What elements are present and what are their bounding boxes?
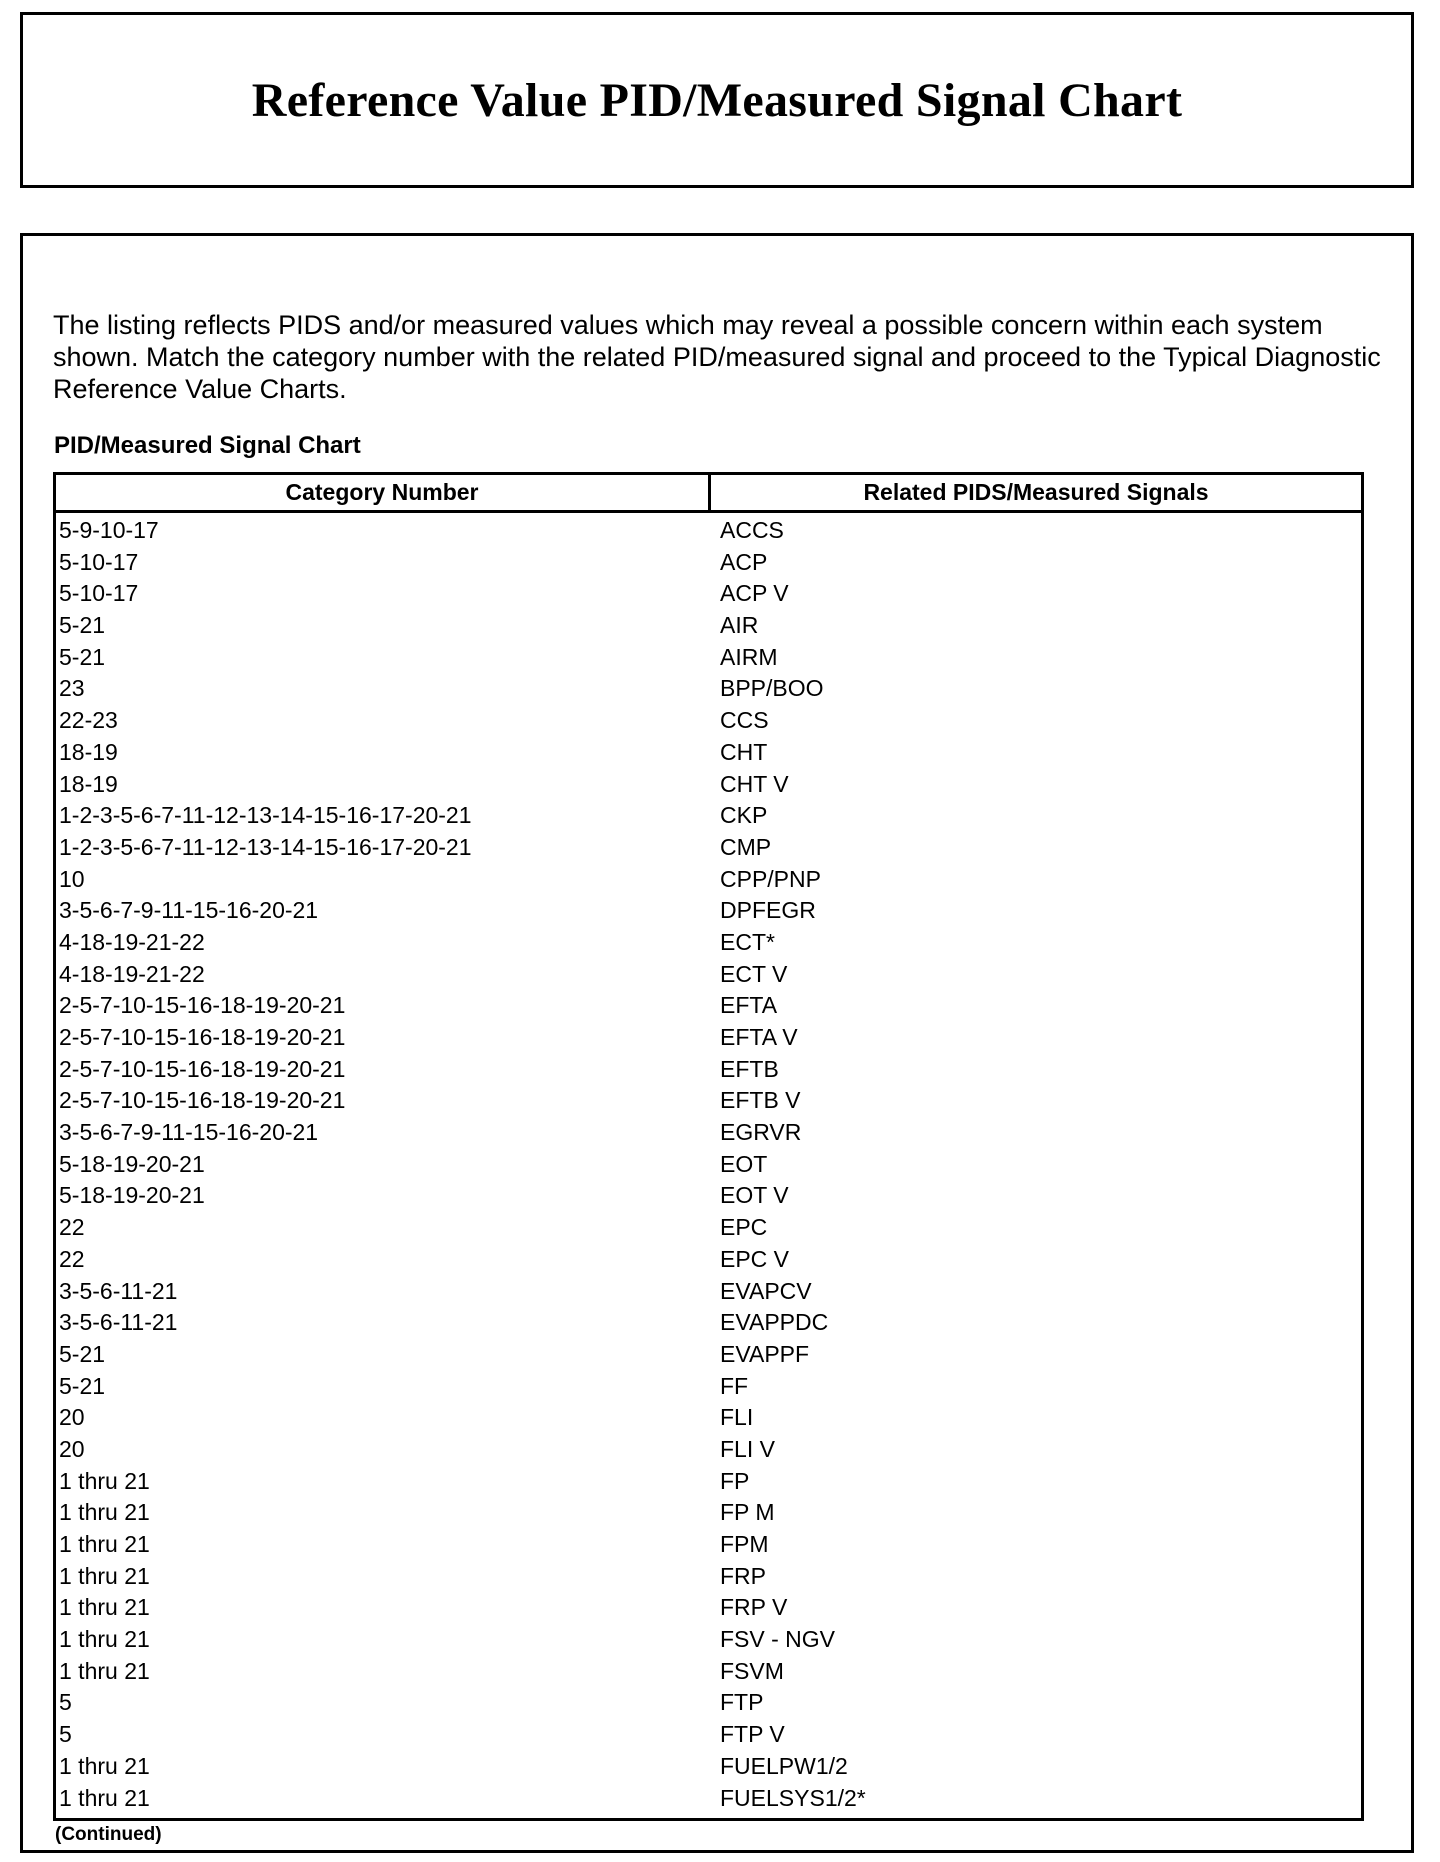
category-number-cell: 2-5-7-10-15-16-18-19-20-21 bbox=[59, 1055, 346, 1082]
table-row bbox=[56, 610, 1361, 642]
table-row bbox=[56, 1180, 1361, 1212]
table-row bbox=[56, 1402, 1361, 1434]
category-number-cell: 5-21 bbox=[59, 612, 106, 639]
table-row bbox=[56, 990, 1361, 1022]
table-row bbox=[56, 1434, 1361, 1466]
related-signal-cell: CMP bbox=[720, 833, 772, 860]
related-signal-cell: FRP V bbox=[720, 1594, 788, 1621]
table-row bbox=[56, 927, 1361, 959]
category-number-cell: 3-5-6-11-21 bbox=[59, 1309, 178, 1336]
related-signal-cell: FSVM bbox=[720, 1657, 784, 1684]
related-signal-cell: EGRVR bbox=[720, 1119, 802, 1146]
category-number-cell: 5-10-17 bbox=[59, 580, 139, 607]
header-related-pids: Related PIDS/Measured Signals bbox=[863, 479, 1209, 505]
category-number-cell: 5 bbox=[59, 1721, 72, 1748]
intro-paragraph: The listing reflects PIDS and/or measured values which may reveal a possible concern within each system shown. Match the category number with the related PID/measured signal and proceed to the Typical Diagnostic Reference Value Charts. bbox=[53, 310, 1381, 404]
related-signal-cell: EPC bbox=[720, 1214, 768, 1241]
category-number-cell: 1 thru 21 bbox=[59, 1467, 150, 1494]
table-row bbox=[56, 705, 1361, 737]
table-row bbox=[56, 578, 1361, 610]
related-signal-cell: ACP V bbox=[720, 580, 789, 607]
table-row bbox=[56, 1371, 1361, 1403]
related-signal-cell: CPP/PNP bbox=[720, 865, 821, 892]
table-row bbox=[56, 547, 1361, 579]
table-row bbox=[56, 832, 1361, 864]
related-signal-cell: FTP bbox=[720, 1689, 764, 1716]
table-row bbox=[56, 1117, 1361, 1149]
related-signal-cell: BPP/BOO bbox=[720, 675, 824, 702]
table-row bbox=[56, 1054, 1361, 1086]
category-number-cell: 22 bbox=[59, 1245, 85, 1272]
category-number-cell: 1 thru 21 bbox=[59, 1531, 150, 1557]
table-row bbox=[56, 864, 1361, 896]
category-number-cell: 3-5-6-11-21 bbox=[59, 1277, 178, 1304]
related-signal-cell: CKP bbox=[720, 802, 768, 829]
category-number-cell: 2-5-7-10-15-16-18-19-20-21 bbox=[59, 992, 346, 1019]
continued-note: (Continued) bbox=[55, 1824, 162, 1845]
category-number-cell: 20 bbox=[59, 1404, 85, 1431]
category-number-cell: 1 thru 21 bbox=[59, 1784, 150, 1811]
category-number-cell: 2-5-7-10-15-16-18-19-20-21 bbox=[59, 1087, 346, 1114]
category-number-cell: 20 bbox=[59, 1435, 85, 1462]
table-row bbox=[56, 1783, 1361, 1815]
category-number-cell: 3-5-6-7-9-11-15-16-20-21 bbox=[59, 1119, 319, 1146]
header-category-number: Category Number bbox=[285, 479, 479, 505]
table-row bbox=[56, 895, 1361, 927]
related-signal-cell: FLI bbox=[720, 1404, 754, 1431]
category-number-cell: 1 thru 21 bbox=[59, 1657, 150, 1684]
category-number-cell: 23 bbox=[59, 675, 85, 702]
related-signal-cell: FTP V bbox=[720, 1721, 785, 1748]
table-body bbox=[56, 515, 1361, 1814]
related-signal-cell: ACCS bbox=[720, 517, 784, 543]
category-number-cell: 4-18-19-21-22 bbox=[59, 928, 205, 955]
related-signal-cell: AIRM bbox=[720, 643, 778, 670]
related-signal-cell: EVAPPF bbox=[720, 1340, 810, 1367]
table-row bbox=[56, 769, 1361, 801]
category-number-cell: 5-10-17 bbox=[59, 548, 139, 575]
table-row bbox=[56, 1085, 1361, 1117]
category-number-cell: 5 bbox=[59, 1689, 72, 1716]
chart-label: PID/Measured Signal Chart bbox=[54, 432, 361, 459]
content-box bbox=[20, 233, 1414, 1853]
related-signal-cell: FRP bbox=[720, 1562, 766, 1589]
table-row bbox=[56, 800, 1361, 832]
related-signal-cell: CCS bbox=[720, 707, 769, 734]
related-signal-cell: FLI V bbox=[720, 1435, 775, 1462]
table-row bbox=[56, 1656, 1361, 1688]
category-number-cell: 1 thru 21 bbox=[59, 1594, 150, 1621]
category-number-cell: 1-2-3-5-6-7-11-12-13-14-15-16-17-20-21 bbox=[59, 802, 472, 829]
related-signal-cell: ECT V bbox=[720, 960, 788, 987]
table-row bbox=[56, 959, 1361, 991]
category-number-cell: 1 thru 21 bbox=[59, 1499, 150, 1526]
table-row bbox=[56, 1624, 1361, 1656]
category-number-cell: 4-18-19-21-22 bbox=[59, 960, 205, 987]
related-signal-cell: DPFEGR bbox=[720, 897, 816, 924]
signal-table bbox=[53, 472, 1364, 1821]
category-number-cell: 18-19 bbox=[59, 770, 118, 797]
table-row bbox=[56, 1276, 1361, 1308]
title-box bbox=[20, 12, 1414, 188]
category-number-cell: 18-19 bbox=[59, 738, 118, 765]
table-row bbox=[56, 1751, 1361, 1783]
related-signal-cell: EOT bbox=[720, 1150, 768, 1177]
category-number-cell: 1-2-3-5-6-7-11-12-13-14-15-16-17-20-21 bbox=[59, 833, 472, 860]
table-row bbox=[56, 1687, 1361, 1719]
related-signal-cell: CHT bbox=[720, 738, 768, 765]
table-row bbox=[56, 1719, 1361, 1751]
related-signal-cell: EFTA V bbox=[720, 1024, 798, 1050]
related-signal-cell: EVAPCV bbox=[720, 1277, 812, 1304]
category-number-cell: 22 bbox=[59, 1214, 85, 1241]
related-signal-cell: FF bbox=[720, 1372, 749, 1399]
category-number-cell: 5-21 bbox=[59, 1340, 106, 1367]
related-signal-cell: EOT V bbox=[720, 1182, 789, 1209]
table-row bbox=[56, 1212, 1361, 1244]
related-signal-cell: ACP bbox=[720, 548, 768, 575]
table-row bbox=[56, 737, 1361, 769]
category-number-cell: 1 thru 21 bbox=[59, 1752, 150, 1779]
related-signal-cell: EVAPPDC bbox=[720, 1309, 829, 1336]
table-row bbox=[56, 1561, 1361, 1593]
category-number-cell: 5-18-19-20-21 bbox=[59, 1182, 205, 1209]
table-row bbox=[56, 1149, 1361, 1181]
table-row bbox=[56, 1307, 1361, 1339]
category-number-cell: 5-21 bbox=[59, 1372, 106, 1399]
related-signal-cell: EFTB bbox=[720, 1055, 779, 1082]
category-number-cell: 3-5-6-7-9-11-15-16-20-21 bbox=[59, 897, 319, 924]
table-row bbox=[56, 1529, 1361, 1561]
category-number-cell: 5-21 bbox=[59, 643, 106, 670]
related-signal-cell: CHT V bbox=[720, 770, 789, 797]
related-signal-cell: EPC V bbox=[720, 1245, 790, 1272]
category-number-cell: 1 thru 21 bbox=[59, 1626, 150, 1653]
related-signal-cell: FP M bbox=[720, 1499, 775, 1526]
table-row bbox=[56, 515, 1361, 547]
table-row bbox=[56, 1244, 1361, 1276]
category-number-cell: 22-23 bbox=[59, 707, 118, 734]
column-divider bbox=[708, 475, 711, 513]
related-signal-cell: FPM bbox=[720, 1531, 769, 1557]
category-number-cell: 10 bbox=[59, 865, 85, 892]
table-row bbox=[56, 1592, 1361, 1624]
related-signal-cell: AIR bbox=[720, 612, 759, 639]
category-number-cell: 2-5-7-10-15-16-18-19-20-21 bbox=[59, 1024, 346, 1050]
category-number-cell: 5-18-19-20-21 bbox=[59, 1150, 205, 1177]
table-row bbox=[56, 673, 1361, 705]
table-row bbox=[56, 1466, 1361, 1498]
related-signal-cell: ECT* bbox=[720, 928, 775, 955]
table-row bbox=[56, 1497, 1361, 1529]
category-number-cell: 1 thru 21 bbox=[59, 1562, 150, 1589]
related-signal-cell: FP bbox=[720, 1467, 750, 1494]
related-signal-cell: FSV - NGV bbox=[720, 1626, 836, 1653]
related-signal-cell: FUELSYS1/2* bbox=[720, 1784, 866, 1811]
category-number-cell: 5-9-10-17 bbox=[59, 517, 159, 543]
table-row bbox=[56, 1022, 1361, 1054]
table-row bbox=[56, 1339, 1361, 1371]
related-signal-cell: EFTB V bbox=[720, 1087, 801, 1114]
table-row bbox=[56, 642, 1361, 674]
related-signal-cell: FUELPW1/2 bbox=[720, 1752, 848, 1779]
page-title: Reference Value PID/Measured Signal Chart bbox=[251, 73, 1183, 127]
related-signal-cell: EFTA bbox=[720, 992, 778, 1019]
